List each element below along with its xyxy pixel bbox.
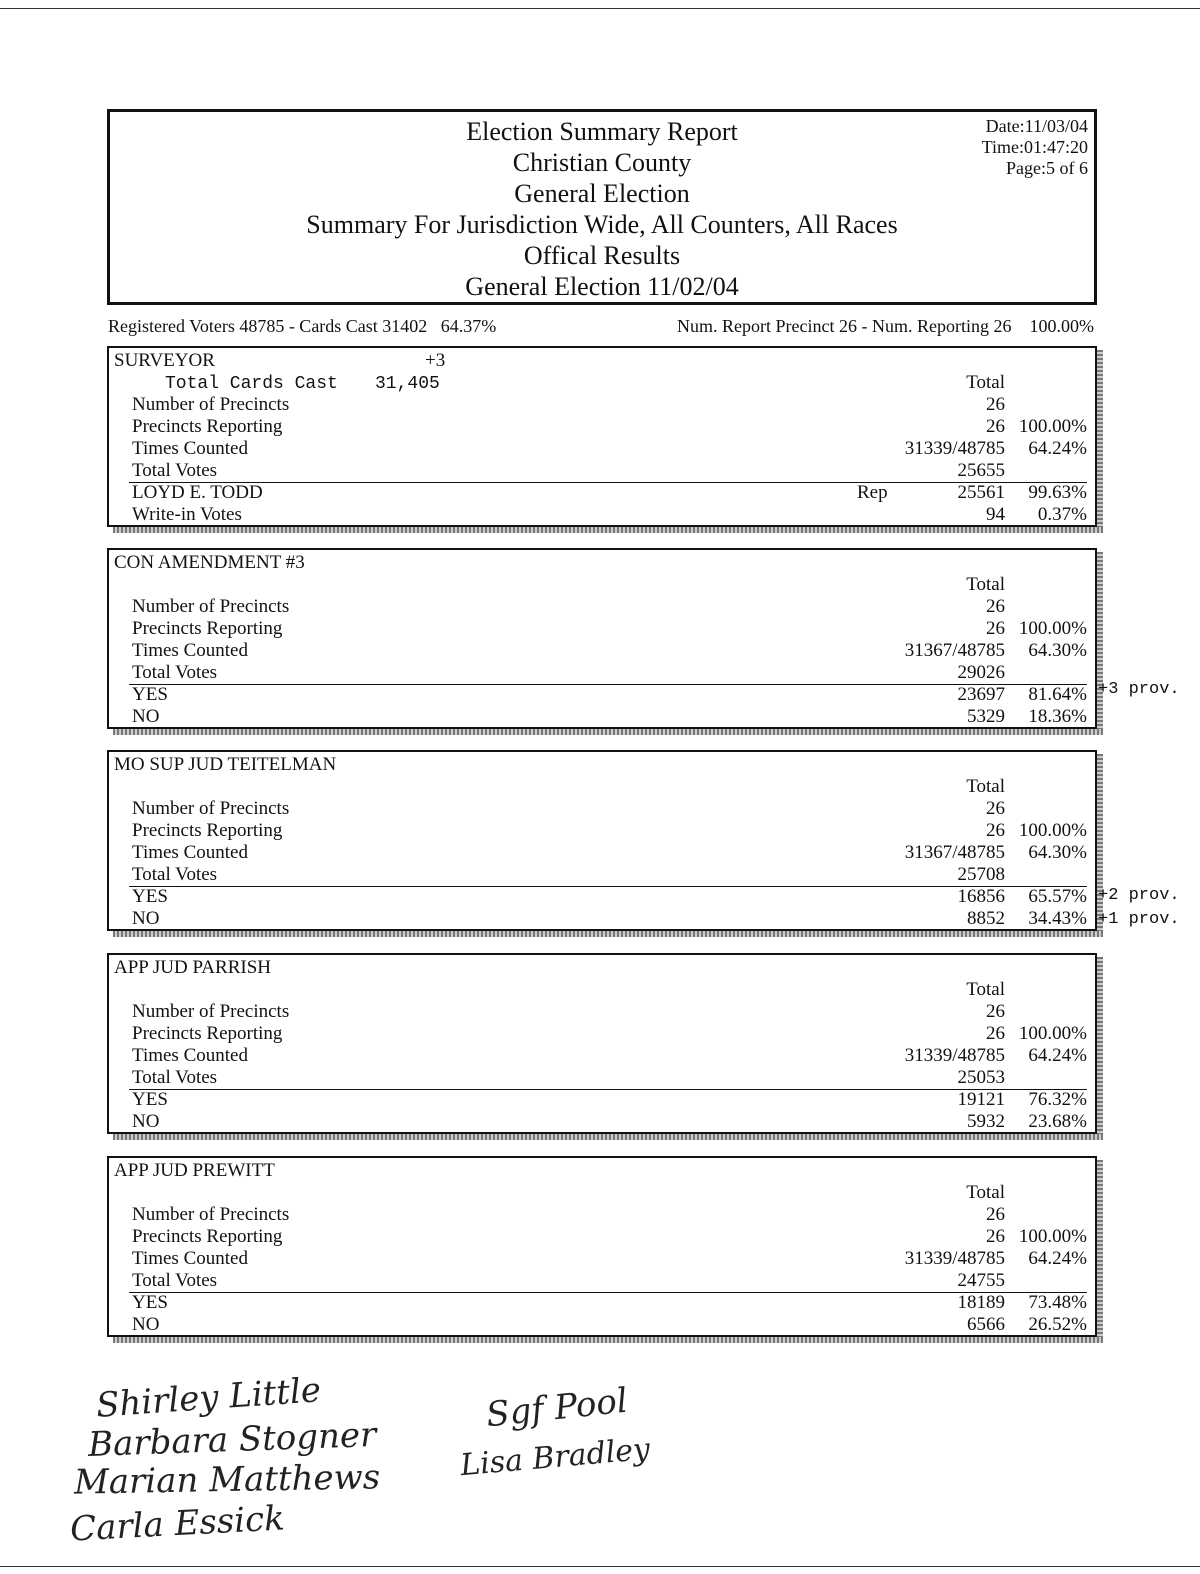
row-label: Total Votes: [132, 864, 218, 885]
candidate-name: YES: [132, 1089, 168, 1110]
provisional-note: +1 prov.: [1098, 910, 1180, 929]
row-value: 26: [986, 798, 1005, 819]
row-percent: 64.24%: [1028, 438, 1087, 459]
candidate-name: NO: [132, 706, 160, 727]
header-meta: [982, 116, 1088, 179]
row-label: Total Votes: [132, 460, 218, 481]
candidate-votes: 18189: [957, 1292, 1005, 1313]
times-counted-row: [109, 1045, 1095, 1067]
candidate-row: [109, 706, 1095, 728]
report-date: Date:11/03/04: [985, 116, 1088, 136]
row-value: 26: [986, 416, 1005, 437]
candidate-row: [109, 684, 1095, 706]
total-cards-cast-value: 31,405: [375, 374, 440, 394]
race-title: MO SUP JUD TEITELMAN: [114, 754, 337, 775]
row-label: Times Counted: [132, 842, 248, 863]
total-votes-row: [109, 1067, 1095, 1089]
candidate-percent: 34.43%: [1028, 908, 1087, 929]
signature: Barbara Stogner: [87, 1414, 377, 1466]
candidate-name: YES: [132, 1292, 168, 1313]
row-label: Number of Precincts: [132, 1001, 290, 1022]
row-value: 31339/48785: [904, 1248, 1005, 1269]
candidate-votes: 5329: [967, 706, 1005, 727]
report-title: Election Summary Report: [466, 117, 738, 146]
total-column-header: Total: [966, 776, 1005, 797]
row-value: 31367/48785: [904, 842, 1005, 863]
row-label: Precincts Reporting: [132, 416, 283, 437]
number-of-precincts-row: [109, 1001, 1095, 1023]
race-title: APP JUD PREWITT: [114, 1160, 275, 1181]
race-mo-sup-jud-teitelman: [107, 750, 1097, 931]
candidate-row: [109, 1111, 1095, 1133]
number-of-precincts-row: [109, 596, 1095, 618]
row-label: Number of Precincts: [132, 1204, 290, 1225]
precincts-reporting-row: [109, 1023, 1095, 1045]
box-shadow-right: [1097, 350, 1103, 533]
number-of-precincts-row: [109, 1204, 1095, 1226]
candidate-percent: 99.63%: [1028, 482, 1087, 503]
row-value: 31339/48785: [904, 438, 1005, 459]
row-label: Number of Precincts: [132, 394, 290, 415]
row-percent: 100.00%: [1018, 820, 1087, 841]
total-votes-row: [109, 864, 1095, 886]
candidate-row: [109, 908, 1095, 930]
row-value: 31339/48785: [904, 1045, 1005, 1066]
box-shadow-bottom: [113, 931, 1103, 937]
row-value: 29026: [957, 662, 1005, 683]
county-name: Christian County: [512, 148, 692, 177]
total-column-header: Total: [966, 372, 1005, 393]
precincts-reporting-row: [109, 820, 1095, 842]
row-label: Times Counted: [132, 1045, 248, 1066]
row-label: Precincts Reporting: [132, 618, 283, 639]
precincts-reporting-summary: Num. Report Precinct 26 - Num. Reporting 26 100.00%: [677, 316, 1094, 336]
box-shadow-bottom: [113, 729, 1103, 735]
row-percent: 100.00%: [1018, 1226, 1087, 1247]
signature: Shirley Little: [94, 1370, 323, 1426]
row-label: Total Votes: [132, 662, 218, 683]
candidate-row: [109, 504, 1095, 526]
candidate-row: [109, 1292, 1095, 1314]
row-value: 25655: [957, 460, 1005, 481]
candidate-row: [109, 1314, 1095, 1336]
total-votes-row: [109, 1270, 1095, 1292]
row-percent: 100.00%: [1018, 1023, 1087, 1044]
total-votes-row: [109, 460, 1095, 482]
race-app-jud-parrish: [107, 953, 1097, 1134]
row-percent: 100.00%: [1018, 416, 1087, 437]
row-value: 26: [986, 820, 1005, 841]
row-label: Total Votes: [132, 1270, 218, 1291]
candidate-party: Rep: [857, 482, 888, 503]
report-time: Time:01:47:20: [981, 137, 1088, 157]
box-shadow-bottom: [113, 527, 1103, 533]
box-shadow-right: [1097, 957, 1103, 1140]
candidate-name: YES: [132, 886, 168, 907]
candidate-row: [109, 482, 1095, 504]
candidate-votes: 23697: [957, 684, 1005, 705]
candidate-percent: 18.36%: [1028, 706, 1087, 727]
row-value: 26: [986, 394, 1005, 415]
total-column-header: Total: [966, 574, 1005, 595]
times-counted-row: [109, 640, 1095, 662]
candidate-percent: 65.57%: [1028, 886, 1087, 907]
signature: Carla Essick: [69, 1498, 286, 1550]
results-status: Offical Results: [523, 241, 681, 270]
race-surveyor: [107, 346, 1097, 527]
signature: Lisa Bradley: [458, 1431, 652, 1484]
bottom-rule: [0, 1566, 1200, 1567]
race-title: APP JUD PARRISH: [114, 957, 271, 978]
candidate-votes: 8852: [967, 908, 1005, 929]
candidate-votes: 19121: [957, 1089, 1005, 1110]
candidate-percent: 76.32%: [1028, 1089, 1087, 1110]
row-value: 26: [986, 1226, 1005, 1247]
row-value: 25053: [957, 1067, 1005, 1088]
row-label: Precincts Reporting: [132, 1023, 283, 1044]
row-value: 26: [986, 1001, 1005, 1022]
provisional-note: +2 prov.: [1098, 886, 1180, 905]
race-con-amendment-3: [107, 548, 1097, 729]
top-rule: [0, 8, 1200, 9]
page-number: Page:5 of 6: [1006, 158, 1088, 178]
total-column-header: Total: [966, 979, 1005, 1000]
total-cards-cast-label: Total Cards Cast: [165, 374, 338, 394]
race-title: CON AMENDMENT #3: [114, 552, 305, 573]
total-column-header: Total: [966, 1182, 1005, 1203]
row-label: Precincts Reporting: [132, 1226, 283, 1247]
times-counted-row: [109, 842, 1095, 864]
header-title-block: [110, 116, 1094, 302]
row-percent: 100.00%: [1018, 618, 1087, 639]
provisional-note: +3 prov.: [1098, 680, 1180, 699]
row-percent: 64.24%: [1028, 1248, 1087, 1269]
candidate-name: NO: [132, 1314, 160, 1335]
times-counted-row: [109, 438, 1095, 460]
box-shadow-right: [1097, 1160, 1103, 1343]
candidate-row: [109, 886, 1095, 908]
candidate-votes: 25561: [957, 482, 1005, 503]
row-label: Times Counted: [132, 438, 248, 459]
election-date: General Election 11/02/04: [465, 272, 739, 301]
candidate-percent: 26.52%: [1028, 1314, 1087, 1335]
row-label: Total Votes: [132, 1067, 218, 1088]
handwritten-plus-note: +3: [425, 350, 446, 371]
report-header: [107, 109, 1097, 305]
summary-scope: Summary For Jurisdiction Wide, All Counters, All Races: [306, 210, 898, 239]
candidate-percent: 73.48%: [1028, 1292, 1087, 1313]
registered-voters-summary: Registered Voters 48785 - Cards Cast 31402 64.37%: [108, 316, 497, 336]
candidate-votes: 94: [986, 504, 1005, 525]
candidate-name: YES: [132, 684, 168, 705]
row-percent: 64.24%: [1028, 1045, 1087, 1066]
candidate-name: LOYD E. TODD: [132, 482, 263, 503]
candidate-votes: 16856: [957, 886, 1005, 907]
row-value: 31367/48785: [904, 640, 1005, 661]
candidate-votes: 6566: [967, 1314, 1005, 1335]
race-app-jud-prewitt: [107, 1156, 1097, 1337]
candidate-percent: 81.64%: [1028, 684, 1087, 705]
row-label: Precincts Reporting: [132, 820, 283, 841]
candidate-percent: 23.68%: [1028, 1111, 1087, 1132]
precincts-reporting-row: [109, 1226, 1095, 1248]
candidate-name: NO: [132, 908, 160, 929]
row-value: 25708: [957, 864, 1005, 885]
candidate-votes: 5932: [967, 1111, 1005, 1132]
number-of-precincts-row: [109, 394, 1095, 416]
row-label: Times Counted: [132, 1248, 248, 1269]
row-value: 26: [986, 596, 1005, 617]
signature: Sgf Pool: [484, 1380, 630, 1436]
row-value: 26: [986, 1204, 1005, 1225]
candidate-name: NO: [132, 1111, 160, 1132]
candidate-name: Write-in Votes: [132, 504, 242, 525]
row-value: 24755: [957, 1270, 1005, 1291]
times-counted-row: [109, 1248, 1095, 1270]
row-percent: 64.30%: [1028, 640, 1087, 661]
row-value: 26: [986, 618, 1005, 639]
election-name: General Election: [514, 179, 690, 208]
box-shadow-bottom: [113, 1134, 1103, 1140]
box-shadow-right: [1097, 552, 1103, 735]
candidate-row: [109, 1089, 1095, 1111]
candidate-percent: 0.37%: [1037, 504, 1087, 525]
precincts-reporting-row: [109, 618, 1095, 640]
row-label: Times Counted: [132, 640, 248, 661]
race-title: SURVEYOR: [114, 350, 215, 371]
row-percent: 64.30%: [1028, 842, 1087, 863]
box-shadow-bottom: [113, 1337, 1103, 1343]
row-label: Number of Precincts: [132, 596, 290, 617]
row-label: Number of Precincts: [132, 798, 290, 819]
total-votes-row: [109, 662, 1095, 684]
row-value: 26: [986, 1023, 1005, 1044]
number-of-precincts-row: [109, 798, 1095, 820]
precincts-reporting-row: [109, 416, 1095, 438]
signature: Marian Matthews: [73, 1457, 381, 1503]
